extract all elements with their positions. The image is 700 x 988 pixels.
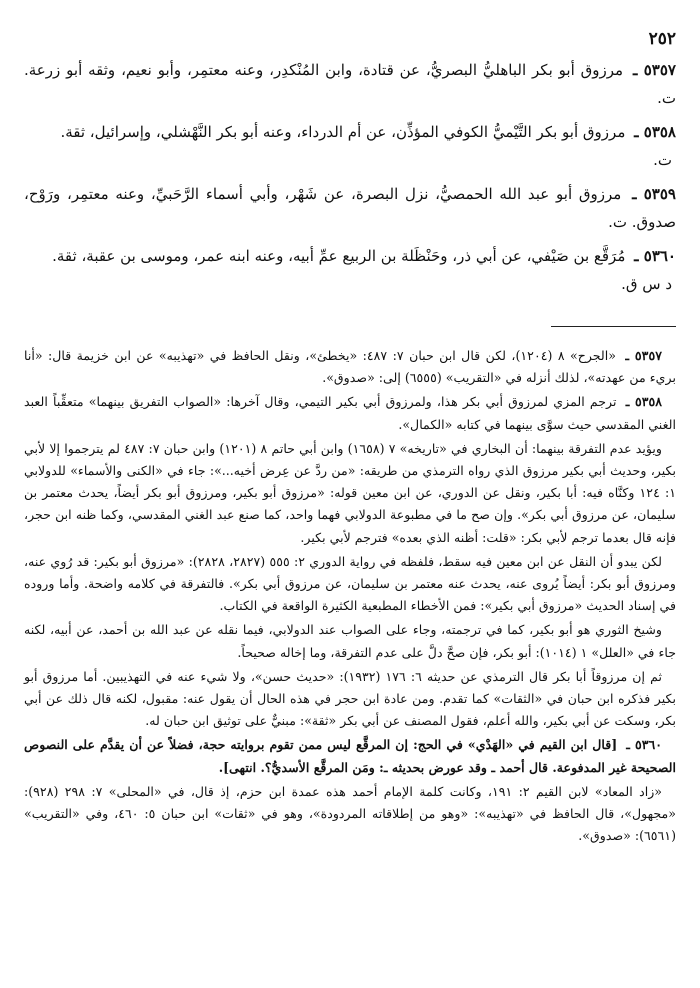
entry-5358	[24, 118, 676, 174]
entry-number: ٥٣٥٧ ـ	[633, 61, 676, 79]
footnotes	[24, 345, 676, 847]
entry-text: مرزوق أبو عبد الله الحمصيُّ، نزل البصرة، عن شَهْر، وأبي أسماء الرَّحَبيِّ، وعنه معتمِر، ورَوْح، صدوق.	[24, 185, 676, 231]
entry-abbr: ت.	[657, 89, 676, 107]
entry-abbr: ت.	[608, 213, 627, 231]
note-number: ٥٣٥٨ ـ	[625, 394, 662, 410]
note-text: «الجرح» ٨ (١٢٠٤)، لكن قال ابن حبان ٧: ٤٨٧: «يخطئ»، ونقل الحافظ في «تهذيبه» عن ابن خزيمة قال: «أنا بريء من عهدته»، لذلك أنزله في «التقريب» (٦٥٥٥) إلى: «صدوق».	[24, 348, 676, 386]
page-number: ٢٥٢	[648, 29, 676, 49]
entry-text: مرزوق أبو بكر التَّيْميُّ الكوفي المؤذِّن، عن أم الدرداء، وعنه أبو بكر النَّهْشلي، وإسرائيل، ثقة.	[60, 123, 626, 141]
footnote-divider	[551, 326, 676, 327]
note-5360	[24, 734, 676, 847]
note-number: ٥٣٥٧ ـ	[625, 348, 662, 363]
entry-number: ٥٣٥٨ ـ	[634, 123, 676, 141]
entry-abbr: د س ق.	[621, 275, 672, 293]
note-paragraph: وشيخ الثوري هو أبو بكير، كما في ترجمته، وجاء على الصواب عند الدولابي، فيما نقله عن عبد الله بن أحمد، عن أبيه، لكنه جاء في «العلل» ١ (١٠١٤): أبو بكر، فإن صحَّ دلَّ على عدم التفرقة، وما إخاله صحيحاً.	[24, 622, 676, 660]
note-paragraph: «زاد المعاد» لابن القيم ٢: ١٩١، وكانت كلمة الإمام أحمد هذه عمدة ابن حزم، إذ قال، في «المحلى» ٧: ٢٩٨ (٩٢٨): «مجهول»، قال الحافظ في «تهذيبه»: «وهو من إطلاقاته المردودة»، وهو في «ثقات» ابن حبان ٥: ٤٦٠، وفي «التقريب» (٦٥٦١): «صدوق».	[24, 783, 676, 844]
note-paragraph: ثم إن مرزوقاً أبا بكر قال الترمذي عن حديثه ٦: ١٧٦ (١٩٣٢): «حديث حسن»، ولا شيء عنه في التهذيبين. أما مرزوق أبو بكير فذكره ابن حبان في «الثقات» كما تقدم. ومن عادة ابن حجر في هذه الحال أن يقول عنه: مقبول، لكنه قال ذلك عن أبي بكر، وسكت عن أبي بكير، والله أعلم، فقول المصنف عن أبي بكر «ثقة»: مبنيٌّ على توثيق ابن حبان له.	[24, 668, 676, 729]
note-paragraph	[24, 391, 676, 435]
entry-5359	[24, 180, 676, 236]
biographical-entries	[24, 56, 676, 298]
note-paragraph	[24, 345, 676, 389]
note-quote: [قال ابن القيم في «الهَدْي» في الحج: إن المرقَّع ليس ممن تقوم بروايته حجة، فضلاً عن أن يقدَّم على النصوص الصحيحة غير المدفوعة. قال أحمد ـ وقد عورض بحديثه ـ: ومَن المرقَّع الأسديُّ؟. انتهى].	[24, 737, 676, 775]
entry-text: مرزوق أبو بكر الباهليُّ البصريُّ، عن قتادة، وابن المُنْكدِر، وعنه معتمِر، وأبو نعيم، وثقه أبو زرعة.	[24, 61, 624, 79]
entry-abbr: ت.	[653, 151, 672, 169]
entry-5357	[24, 56, 676, 112]
note-paragraph: ويؤيد عدم التفرقة بينهما: أن البخاري في «تاريخه» ٧ (١٦٥٨) وابن أبي حاتم ٨ (١٢٠١) وابن حبان ٧: ٤٨٧ لم يترجموا إلا لأبي بكير، وحديث أبي بكير مرزوق الذي رواه الترمذي من طريقه: «من ردَّ عن عِرض أخيه...»: جاء في «الكنى والأسماء» للدولابي ١: ١٢٤ وكنَّاه فيه: أبا بكير، ونقل عن الدوري، عن ابن معين قوله: «مرزوق أبو بكير، ومرزوق أبو بكر أيضاً، يحدث معتمر بن سليمان، عن مرزوق أبي بكر». وإن صح ما في مطبوعة الدولابي فهما واحد، كما صنع عبد الغني المقدسي، وكما ظنه ابن حجر، فإنه قال بعدما ترجم لأبي بكر: «قلت: أظنه الذي بعده» فترجم لأبي بكير.	[24, 440, 676, 545]
note-paragraph	[24, 734, 676, 778]
note-5357	[24, 345, 676, 389]
note-5358	[24, 391, 676, 732]
entry-number: ٥٣٦٠ ـ	[634, 247, 676, 265]
note-text: ترجم المزي لمرزوق أبي بكر هذا، ولمرزوق أبي بكير التيمي، وقال آخرها: «الصواب التفريق بينهما» متعقِّباً العبد الغني المقدسي حيث سوَّى بينهما في كتابه «الكمال».	[24, 394, 676, 432]
entry-5360	[24, 242, 676, 298]
entry-number: ٥٣٥٩ ـ	[632, 185, 676, 203]
entry-text: مُرَقَّع بن صَيْفي، عن أبي ذر، وحَنْظَلة بن الربيع عمِّ أبيه، وعنه ابنه عمر، وموسى بن عقبة، ثقة.	[52, 247, 626, 265]
note-paragraph: لكن يبدو أن النقل عن ابن معين فيه سقط، فلفظه في رواية الدوري ٢: ٥٥٥ (٢٨٢٧، ٢٨٢٨): «مرزوق أبو بكير: قد رُوي عنه، ومرزوق أبو بكر: أيضاً يُروى عنه، يحدث عنه معتمر بن سليمان، عن مرزوق أبي بكر». فالتفرقة في كلامه واضحة. وأما وروده في إسناد الحديث «مرزوق أبي بكير»: فمن الأخطاء المطبعية الكثيرة الواقعة في الكتاب.	[24, 553, 676, 614]
note-number: ٥٣٦٠ ـ	[626, 737, 662, 753]
